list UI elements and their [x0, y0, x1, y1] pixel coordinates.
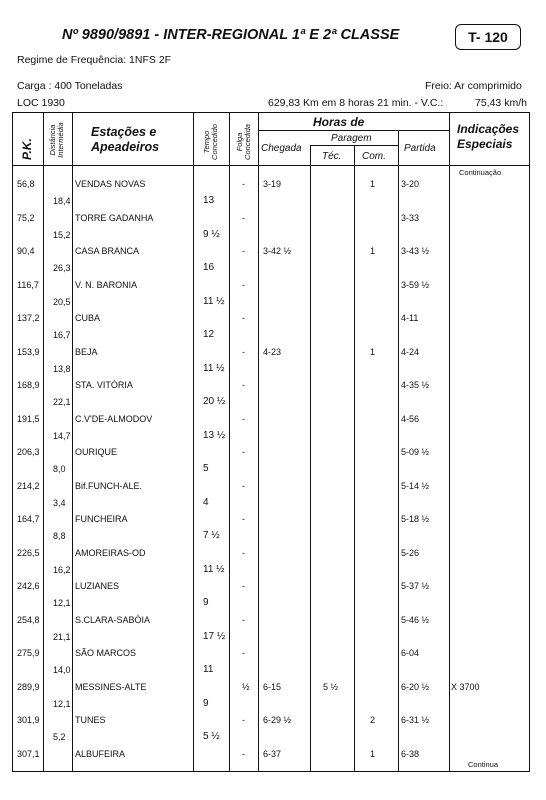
interval-distance: 21,1: [53, 631, 71, 642]
station-partida: 5-14 ½: [401, 480, 430, 491]
carga-line: Carga : 400 Toneladas: [17, 80, 123, 92]
station-chegada: 3-42 ½: [263, 246, 292, 256]
indicacoes-header: Indicações Especiais: [457, 122, 520, 151]
station-row: [13, 213, 531, 247]
tempo-header: Tempo Concedido: [202, 124, 219, 160]
station-name: CASA BRANCA: [75, 246, 140, 256]
station-partida: 5-26: [401, 547, 420, 558]
station-row: [13, 414, 531, 448]
station-partida: 4-24: [401, 346, 420, 357]
station-partida: 4-56: [401, 413, 420, 424]
station-name: C.V'DE-ALMODOV: [75, 413, 153, 424]
station-name: VENDAS NOVAS: [75, 179, 146, 189]
interval-tempo: 13 ½: [203, 429, 226, 441]
station-folga: -: [242, 246, 245, 256]
station-chegada: 6-15: [263, 681, 282, 692]
station-folga: -: [242, 380, 245, 390]
interval-tempo: 5: [203, 463, 209, 474]
station-name: TUNES: [75, 715, 106, 725]
station-row: [13, 380, 531, 414]
station-pk: 168,9: [17, 380, 40, 390]
station-row: [13, 514, 531, 548]
station-partida: 4-35 ½: [401, 380, 430, 390]
station-tec: 5 ½: [323, 681, 339, 692]
station-row: [13, 246, 531, 280]
interval-distance: 3,4: [53, 497, 66, 508]
station-folga: -: [242, 514, 245, 524]
station-folga: -: [242, 480, 245, 491]
interval-tempo: 9: [203, 697, 209, 709]
chegada-header: Chegada: [261, 143, 302, 154]
station-partida: 5-46 ½: [401, 614, 430, 625]
interval-tempo: 13: [203, 195, 215, 206]
station-pk: 137,2: [17, 313, 40, 323]
station-partida: 3-33: [401, 212, 420, 223]
interval-distance: 20,5: [53, 296, 71, 307]
interval-tempo: 16: [203, 262, 215, 273]
interval-distance: 12,1: [53, 698, 71, 709]
station-name: FUNCHEIRA: [75, 514, 128, 524]
station-pk: 116,7: [17, 279, 39, 290]
station-folga: -: [242, 447, 245, 457]
station-partida: 5-37 ½: [401, 581, 430, 591]
station-folga: -: [242, 581, 245, 591]
station-name: BEJA: [75, 346, 98, 357]
station-row: [13, 280, 531, 314]
station-partida: 6-04: [401, 648, 420, 658]
station-row: [13, 347, 531, 381]
station-folga: -: [242, 313, 245, 323]
station-com: 1: [370, 179, 376, 189]
interval-tempo: 5 ½: [203, 731, 220, 742]
interval-distance: 15,2: [53, 229, 71, 240]
station-partida: 6-20 ½: [401, 681, 430, 692]
station-folga: -: [242, 748, 245, 759]
station-row: [13, 581, 531, 615]
station-pk: 289,9: [17, 681, 40, 692]
interval-tempo: 7 ½: [203, 530, 220, 541]
station-com: 1: [370, 346, 376, 357]
station-pk: 75,2: [17, 212, 35, 223]
station-pk: 191,5: [17, 413, 40, 424]
interval-tempo: 20 ½: [203, 396, 226, 407]
interval-distance: 26,3: [53, 263, 71, 273]
interval-distance: 5,2: [53, 732, 66, 742]
freio-line: Freio: Ar comprimido: [425, 80, 522, 92]
estacoes-header: Estações e Apeadeiros: [91, 125, 160, 154]
station-folga: -: [242, 547, 245, 558]
partida-header: Partida: [404, 143, 436, 154]
station-pk: 242,6: [17, 581, 40, 591]
regime-line: Regime de Frequência: 1NFS 2F: [17, 54, 172, 66]
station-pk: 56,8: [17, 179, 35, 189]
interval-distance: 12,1: [53, 598, 71, 608]
station-row: [13, 481, 531, 515]
interval-distance: 8,0: [53, 464, 66, 474]
continua-note: Continua: [468, 760, 499, 769]
station-name: STA. VITÓRIA: [75, 380, 133, 390]
station-folga: -: [242, 212, 245, 223]
station-indicacao: X 3700: [451, 681, 480, 692]
station-folga: -: [242, 179, 245, 189]
station-name: MESSINES-ALTE: [75, 681, 147, 692]
station-com: 2: [370, 715, 376, 725]
interval-distance: 16,2: [53, 564, 71, 575]
station-name: Bif.FUNCH-ALE.: [75, 480, 143, 491]
station-row: [13, 179, 531, 213]
station-name: CUBA: [75, 313, 101, 323]
interval-tempo: 11: [203, 664, 214, 675]
station-folga: -: [242, 413, 245, 424]
station-folga: -: [242, 614, 245, 625]
station-com: 1: [370, 246, 376, 256]
station-name: LUZIANES: [75, 581, 120, 591]
interval-tempo: 9: [203, 597, 209, 608]
station-row: [13, 682, 531, 716]
station-row: [13, 313, 531, 347]
interval-distance: 18,4: [53, 196, 71, 206]
station-pk: 153,9: [17, 346, 40, 357]
station-pk: 275,9: [17, 648, 40, 658]
station-partida: 6-38: [401, 748, 420, 759]
interval-tempo: 9 ½: [203, 228, 220, 240]
station-com: 1: [370, 748, 376, 759]
train-title: Nº 9890/9891 - INTER-REGIONAL 1ª E 2ª CLASSE: [62, 27, 400, 43]
station-partida: 4-11: [401, 313, 419, 323]
continuacao-note: Continuação: [459, 168, 502, 177]
station-name: TORRE GADANHA: [75, 212, 154, 223]
station-chegada: 6-37: [263, 748, 282, 759]
station-pk: 206,3: [17, 447, 40, 457]
velocidade-line: 75,43 km/h: [475, 97, 527, 109]
timetable-code: T- 120: [455, 24, 521, 50]
interval-distance: 14,0: [53, 665, 71, 675]
station-pk: 254,8: [17, 614, 40, 625]
station-name: AMOREIRAS-OD: [75, 547, 146, 558]
station-pk: 90,4: [17, 246, 35, 256]
station-folga: -: [242, 346, 245, 357]
interval-distance: 13,8: [53, 363, 71, 374]
station-folga: -: [242, 648, 245, 658]
station-name: V. N. BARONIA: [75, 279, 138, 290]
station-partida: 3-20: [401, 179, 420, 189]
folga-header: Folga Concedida: [235, 124, 252, 160]
station-partida: 5-09 ½: [401, 447, 430, 457]
station-partida: 6-31 ½: [401, 715, 430, 725]
interval-distance: 16,7: [53, 330, 71, 340]
station-chegada: 4-23: [263, 346, 282, 357]
interval-tempo: 4: [203, 496, 209, 508]
station-row: [13, 648, 531, 682]
station-folga: ½: [242, 681, 250, 692]
tec-header: Téc.: [322, 151, 342, 162]
station-folga: -: [242, 279, 245, 290]
loc-line: LOC 1930: [17, 97, 65, 109]
interval-tempo: 11 ½: [203, 563, 225, 575]
station-row: [13, 715, 531, 749]
interval-distance: 8,8: [53, 531, 66, 541]
station-row: [13, 615, 531, 649]
station-partida: 5-18 ½: [401, 514, 430, 524]
station-name: ALBUFEIRA: [75, 748, 126, 759]
station-row: [13, 548, 531, 582]
station-name: OURIQUE: [75, 447, 118, 457]
timetable: [12, 112, 530, 772]
station-partida: 3-59 ½: [401, 279, 430, 290]
station-pk: 164,7: [17, 514, 40, 524]
paragem-header: Paragem: [331, 133, 372, 144]
distancia-header: Distância Intermédia: [48, 122, 65, 158]
station-pk: 226,5: [17, 547, 40, 558]
com-header: Com.: [362, 151, 386, 162]
station-pk: 214,2: [17, 480, 40, 491]
station-name: SÃO MARCOS: [75, 648, 137, 658]
station-pk: 301,9: [17, 715, 40, 725]
interval-distance: 22,1: [53, 397, 71, 407]
interval-tempo: 17 ½: [203, 630, 226, 642]
interval-tempo: 12: [203, 329, 215, 340]
horas-header: Horas de: [313, 115, 365, 129]
interval-tempo: 11 ½: [203, 362, 225, 374]
station-name: S.CLARA-SABÓIA: [75, 614, 151, 625]
interval-distance: 14,7: [53, 430, 71, 441]
interval-tempo: 11 ½: [203, 295, 225, 307]
percurso-line: 629,83 Km em 8 horas 21 min. - V.C.:: [268, 97, 444, 109]
station-pk: 307,1: [17, 748, 40, 759]
pk-header: P.K.: [20, 138, 34, 160]
station-chegada: 3-19: [263, 179, 282, 189]
station-row: [13, 447, 531, 481]
station-partida: 3-43 ½: [401, 246, 430, 256]
station-chegada: 6-29 ½: [263, 715, 292, 725]
station-row: [13, 749, 531, 783]
station-folga: -: [242, 715, 245, 725]
